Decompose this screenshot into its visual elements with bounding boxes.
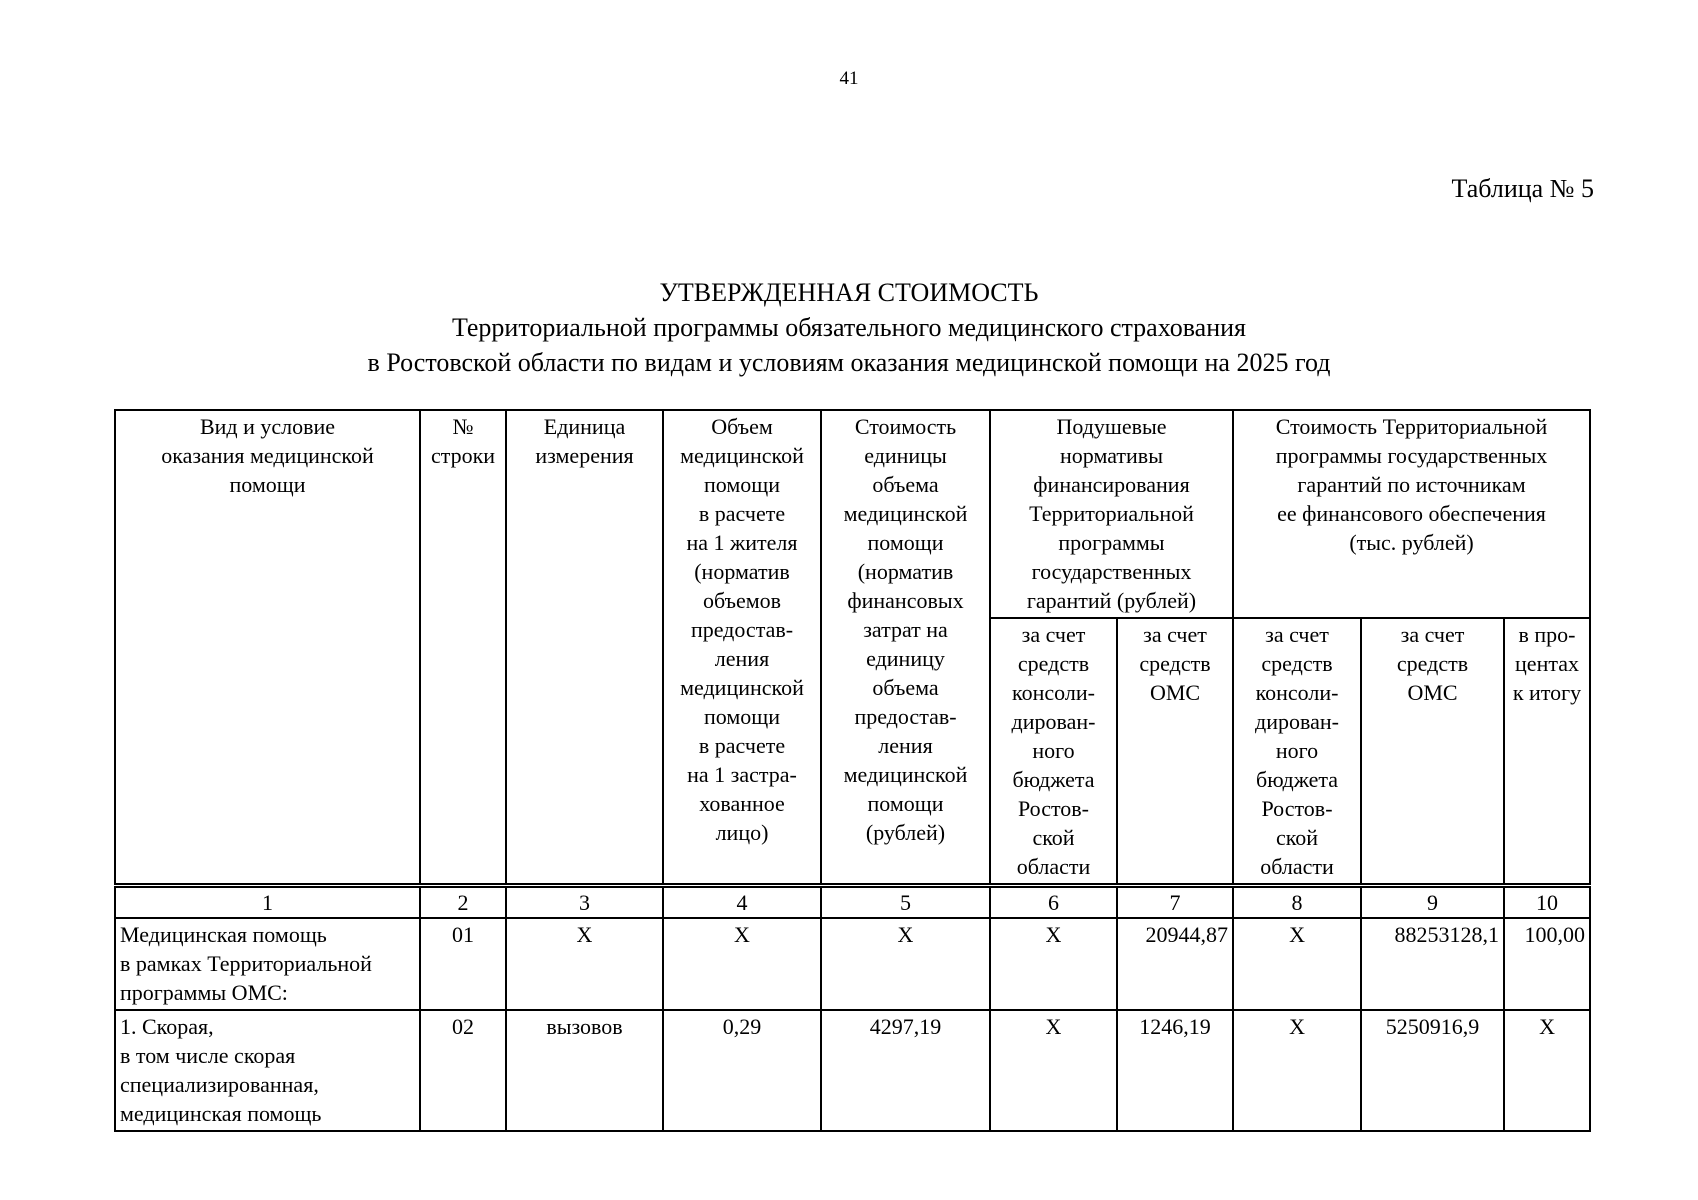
column-number: 2 [420,886,506,919]
table-row [115,1010,1590,1131]
column-number: 4 [663,886,821,919]
row-unit-cost: Х [821,918,990,1010]
document-title [0,275,1698,380]
cost-table-container [114,409,1589,1132]
title-line-1: УТВЕРЖДЕННАЯ СТОИМОСТЬ [659,278,1039,307]
header-row-1 [115,410,1590,618]
column-number: 5 [821,886,990,919]
header-per-capita-oms: за счет средств ОМС [1117,618,1233,886]
header-percent: в про- центах к итогу [1504,618,1590,886]
header-per-capita-budget: за счет средств консоли- дирован- ного бюджета Ростов- ской области [990,618,1117,886]
row-name: Медицинская помощь в рамках Территориальной программы ОМС: [115,918,420,1010]
row-per-capita-budget: Х [990,918,1117,1010]
row-per-capita-oms: 1246,19 [1117,1010,1233,1131]
title-line-3: в Ростовской области по видам и условиям оказания медицинской помощи на 2025 год [367,348,1331,377]
row-percent: 100,00 [1504,918,1590,1010]
table-row [115,918,1590,1010]
row-cost-budget: Х [1233,1010,1361,1131]
header-cost-oms: за счет средств ОМС [1361,618,1504,886]
cost-table [114,409,1591,1132]
row-unit-cost: 4297,19 [821,1010,990,1131]
row-unit: вызовов [506,1010,663,1131]
row-line-number: 02 [420,1010,506,1131]
column-number: 10 [1504,886,1590,919]
row-volume: Х [663,918,821,1010]
column-number: 6 [990,886,1117,919]
column-number: 3 [506,886,663,919]
table-label: Таблица № 5 [1451,174,1594,203]
header-group-per-capita: Подушевые нормативы финансирования Территориальной программы государственных гарантий (рублей) [990,410,1233,618]
header-unit: Единица измерения [506,410,663,886]
column-number: 7 [1117,886,1233,919]
row-percent: Х [1504,1010,1590,1131]
row-line-number: 01 [420,918,506,1010]
header-group-program-cost: Стоимость Территориальной программы государственных гарантий по источникам ее финансового обеспечения (тыс. рублей) [1233,410,1590,618]
row-per-capita-oms: 20944,87 [1117,918,1233,1010]
row-per-capita-budget: Х [990,1010,1117,1131]
column-number: 1 [115,886,420,919]
header-service-type: Вид и условие оказания медицинской помощи [115,410,420,886]
column-number: 8 [1233,886,1361,919]
row-volume: 0,29 [663,1010,821,1131]
title-line-2: Территориальной программы обязательного медицинского страхования [452,313,1246,342]
row-cost-oms: 5250916,9 [1361,1010,1504,1131]
header-cost-budget: за счет средств консоли- дирован- ного бюджета Ростов- ской области [1233,618,1361,886]
header-line-number: № строки [420,410,506,886]
row-unit: Х [506,918,663,1010]
row-cost-budget: Х [1233,918,1361,1010]
column-number: 9 [1361,886,1504,919]
header-unit-cost: Стоимость единицы объема медицинской помощи (норматив финансовых затрат на единицу объема предостав- ления медицинской помощи (рублей) [821,410,990,886]
page-number: 41 [839,68,859,89]
header-volume: Объем медицинской помощи в расчете на 1 жителя (норматив объемов предостав- ления медицинской помощи в расчете на 1 застра- хованное лицо) [663,410,821,886]
column-number-row [115,886,1590,919]
row-name: 1. Скорая, в том числе скорая специализированная, медицинская помощь [115,1010,420,1131]
row-cost-oms: 88253128,1 [1361,918,1504,1010]
